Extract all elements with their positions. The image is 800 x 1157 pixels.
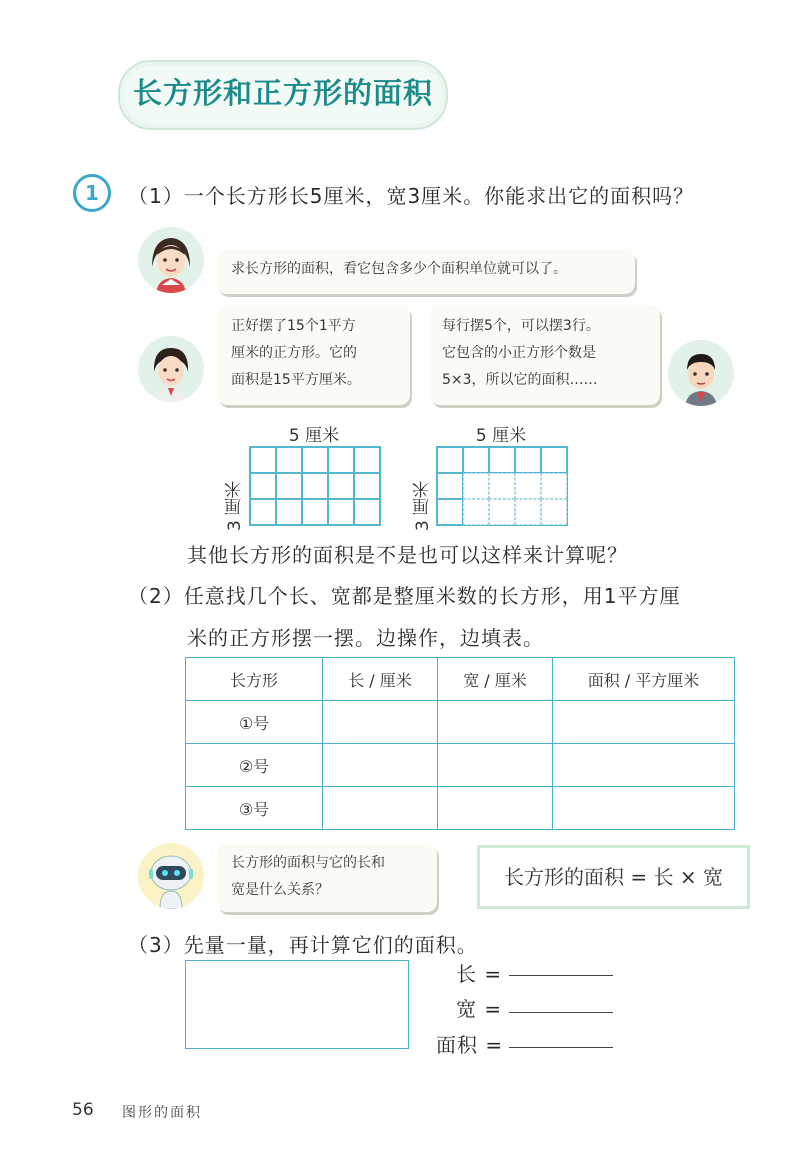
speech-line: 每行摆5个，可以摆3行。 (442, 318, 600, 334)
area-formula: 长方形的面积 = 长 × 宽 (504, 865, 723, 889)
grid-left-width-label: 3 厘米 (225, 480, 245, 531)
speech-line: 5×3，所以它的面积…… (442, 372, 598, 388)
table-header: 长 / 厘米 (323, 658, 438, 701)
grid-cell (515, 447, 541, 473)
grid-right (436, 446, 568, 526)
girl-avatar-2 (138, 336, 204, 402)
speech-line: 面积是15平方厘米。 (231, 372, 361, 388)
table-cell (553, 701, 735, 744)
question-1-text: （1）一个长方形长5厘米，宽3厘米。你能求出它的面积吗？ (128, 184, 695, 208)
table-cell (553, 744, 735, 787)
table-header: 面积 / 平方厘米 (553, 658, 735, 701)
grid-cell (463, 499, 489, 525)
speech-bubble-robot (217, 844, 437, 912)
grid-cell (302, 473, 328, 499)
area-formula-box (477, 845, 750, 909)
table-cell: ①号 (186, 701, 323, 744)
table-cell (438, 701, 553, 744)
width-label: 宽 = (456, 997, 503, 1021)
grid-cell (276, 447, 302, 473)
grid-cell (302, 447, 328, 473)
grid-cell (354, 499, 380, 525)
grid-cell (437, 447, 463, 473)
table-header: 长方形 (186, 658, 323, 701)
question-2-line-1: （2）任意找几个长、宽都是整厘米数的长方形，用1平方厘 (128, 584, 681, 608)
grid-cell (437, 473, 463, 499)
length-answer-blank[interactable] (509, 975, 613, 976)
question-2-line-2: 米的正方形摆一摆。边操作，边填表。 (187, 626, 544, 650)
table-cell (438, 787, 553, 830)
table-row (186, 744, 735, 787)
follow-up-question: 其他长方形的面积是不是也可以这样来计算呢？ (187, 543, 628, 567)
grid-cell (541, 447, 567, 473)
page-title: 长方形和正方形的面积 (132, 76, 433, 110)
grid-cell (276, 499, 302, 525)
table-cell: ③号 (186, 787, 323, 830)
grid-cell (302, 499, 328, 525)
boy-avatar (668, 340, 734, 406)
speech-line: 正好摆了15个1平方 (231, 318, 356, 334)
grid-left-length-label: 5 厘米 (288, 426, 340, 446)
speech-line: 宽是什么关系？ (231, 882, 329, 898)
grid-cell (515, 499, 541, 525)
speech-bubble-boy (430, 305, 660, 405)
speech-text: 求长方形的面积，看它包含多少个面积单位就可以了。 (231, 261, 567, 277)
question-3-text: （3）先量一量，再计算它们的面积。 (128, 933, 478, 957)
grid-right-width-label: 3 厘米 (413, 480, 433, 531)
table-row (186, 787, 735, 830)
area-table (185, 657, 735, 830)
table-row (186, 701, 735, 744)
grid-cell (489, 447, 515, 473)
area-answer-blank[interactable] (509, 1047, 613, 1048)
table-header: 宽 / 厘米 (438, 658, 553, 701)
speech-line: 长方形的面积与它的长和 (231, 855, 385, 871)
width-answer-blank[interactable] (509, 1012, 613, 1013)
grid-cell (328, 473, 354, 499)
page-number: 56 (72, 1100, 94, 1120)
grid-cell (354, 473, 380, 499)
grid-cell (489, 473, 515, 499)
grid-cell (328, 499, 354, 525)
table-cell (323, 787, 438, 830)
grid-cell (437, 499, 463, 525)
area-label: 面积 = (436, 1033, 504, 1057)
table-cell: ②号 (186, 744, 323, 787)
speech-bubble-girl-1 (217, 250, 635, 294)
grid-cell (515, 473, 541, 499)
table-cell (553, 787, 735, 830)
chapter-name: 图形的面积 (122, 1105, 202, 1121)
section-number: 1 (73, 174, 111, 212)
grid-cell (489, 499, 515, 525)
grid-cell (463, 447, 489, 473)
length-label: 长 = (456, 962, 503, 986)
speech-bubble-girl-2 (217, 305, 410, 405)
grid-left (249, 446, 381, 526)
table-cell (323, 744, 438, 787)
speech-line: 它包含的小正方形个数是 (442, 345, 596, 361)
girl-avatar (138, 227, 204, 293)
grid-cell (250, 473, 276, 499)
table-cell (323, 701, 438, 744)
grid-cell (354, 447, 380, 473)
grid-right-length-label: 5 厘米 (475, 426, 527, 446)
measure-rectangle (185, 960, 409, 1049)
grid-cell (276, 473, 302, 499)
grid-cell (541, 473, 567, 499)
robot-avatar (138, 843, 204, 909)
table-header-row (186, 658, 735, 701)
grid-cell (250, 499, 276, 525)
grid-cell (463, 473, 489, 499)
grid-cell (328, 447, 354, 473)
speech-line: 厘米的正方形。它的 (231, 345, 357, 361)
grid-cell (541, 499, 567, 525)
grid-cell (250, 447, 276, 473)
table-cell (438, 744, 553, 787)
